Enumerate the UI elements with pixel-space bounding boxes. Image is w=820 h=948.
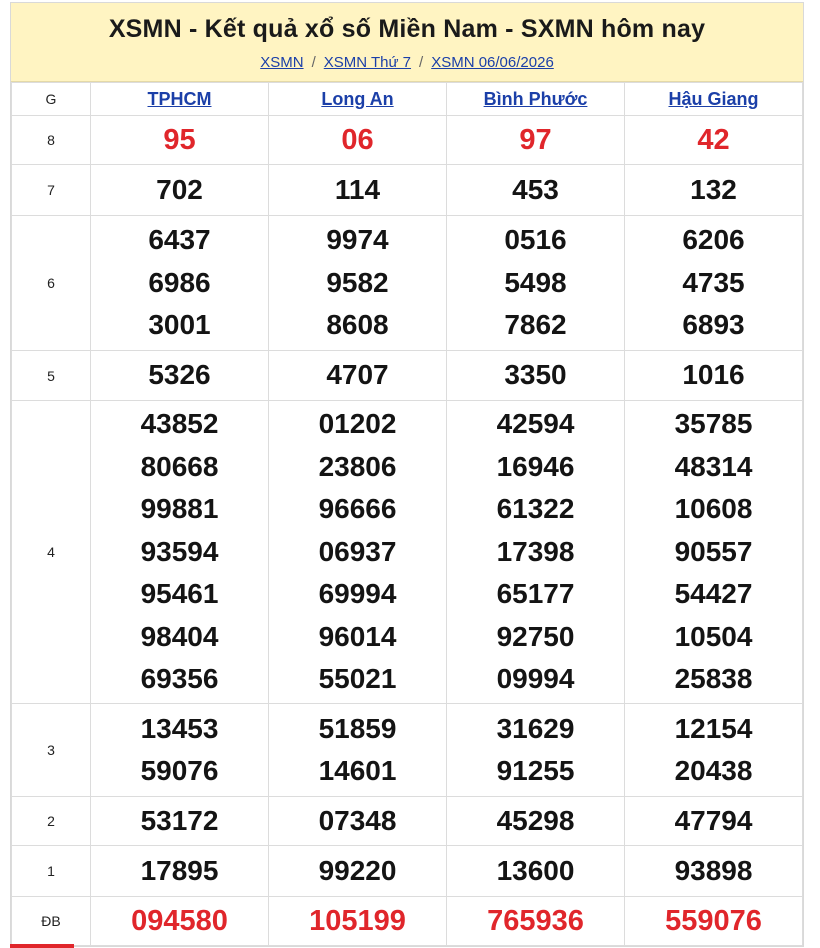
result-number: 765936: [487, 904, 584, 937]
result-number: 45298: [496, 804, 575, 836]
province-link-tphcm[interactable]: TPHCM: [147, 88, 212, 109]
result-number: 8608: [326, 309, 389, 341]
result-row-prize-7: [12, 165, 803, 216]
result-cell: [625, 116, 803, 165]
result-row-prize-3: [12, 704, 803, 797]
prize-label: 1: [12, 846, 91, 897]
result-cell: [269, 351, 447, 401]
result-number: 14601: [318, 755, 397, 786]
result-cell: [269, 897, 447, 946]
province-header-row: [12, 83, 803, 116]
prize-label: 6: [12, 216, 91, 351]
breadcrumb-separator: /: [419, 54, 424, 71]
result-number: 69356: [140, 663, 219, 695]
result-number: 20438: [674, 755, 753, 786]
result-number: 5498: [504, 266, 567, 298]
result-cell: [269, 401, 447, 704]
result-cell: [447, 351, 625, 401]
result-number: 01202: [318, 408, 397, 440]
result-cell: [625, 797, 803, 846]
breadcrumb-separator: /: [311, 54, 316, 71]
result-number: 69994: [318, 578, 397, 610]
result-row-prize-8: [12, 116, 803, 165]
result-number: 114: [334, 173, 381, 205]
prize-label: 8: [12, 116, 91, 165]
result-cell: [269, 116, 447, 165]
prize-label: 2: [12, 797, 91, 846]
prize-label: 4: [12, 401, 91, 704]
result-number: 105199: [309, 904, 406, 937]
result-cell: [447, 846, 625, 897]
prize-label: 7: [12, 165, 91, 216]
province-header: [269, 83, 447, 116]
result-number: 13453: [140, 712, 219, 744]
result-row-prize-2: [12, 797, 803, 846]
result-number: 6986: [148, 266, 211, 298]
result-cell: [447, 216, 625, 351]
result-number: 13600: [496, 854, 575, 886]
result-number: 25838: [674, 663, 753, 695]
result-number: 43852: [140, 408, 219, 440]
result-number: 35785: [674, 408, 753, 440]
result-number: 97: [519, 123, 552, 156]
result-cell: [447, 897, 625, 946]
result-cell: [625, 401, 803, 704]
result-number: 5326: [148, 359, 211, 391]
result-number: 99220: [318, 854, 397, 886]
result-number: 3001: [148, 309, 211, 341]
accent-bar: [10, 944, 74, 948]
result-number: 65177: [496, 578, 575, 610]
result-cell: [269, 165, 447, 216]
result-cell: [91, 216, 269, 351]
result-number: 17895: [140, 854, 219, 886]
result-cell: [447, 704, 625, 797]
result-number: 09994: [496, 663, 575, 695]
result-number: 3350: [504, 359, 567, 391]
result-cell: [91, 704, 269, 797]
result-number: 702: [156, 173, 203, 205]
result-number: 6893: [682, 309, 745, 341]
result-number: 9974: [326, 224, 389, 256]
results-body: [12, 116, 803, 946]
result-number: 559076: [665, 904, 762, 937]
result-number: 31629: [496, 712, 575, 744]
result-number: 53172: [140, 804, 219, 836]
result-cell: [269, 216, 447, 351]
result-number: 9582: [326, 266, 389, 298]
result-row-prize-special: [12, 897, 803, 946]
province-header: [447, 83, 625, 116]
province-header: [91, 83, 269, 116]
results-panel: [10, 2, 804, 947]
result-number: 80668: [140, 450, 219, 482]
result-cell: [269, 797, 447, 846]
prize-label: 3: [12, 704, 91, 797]
result-cell: [269, 846, 447, 897]
province-link-hau-giang[interactable]: Hậu Giang: [668, 88, 759, 109]
result-number: 17398: [496, 535, 575, 567]
result-cell: [625, 351, 803, 401]
result-cell: [625, 846, 803, 897]
results-table: [11, 82, 803, 946]
result-number: 10608: [674, 493, 753, 525]
result-number: 61322: [496, 493, 575, 525]
result-number: 95461: [140, 578, 219, 610]
result-number: 453: [512, 173, 559, 205]
result-number: 094580: [131, 904, 228, 937]
result-number: 55021: [318, 663, 397, 695]
result-number: 10504: [674, 620, 753, 652]
result-number: 7862: [504, 309, 567, 341]
result-row-prize-4: [12, 401, 803, 704]
province-header: [625, 83, 803, 116]
result-number: 96014: [318, 620, 397, 652]
result-number: 91255: [496, 755, 575, 786]
result-cell: [91, 846, 269, 897]
result-number: 6437: [148, 224, 211, 256]
result-number: 98404: [140, 620, 219, 652]
result-row-prize-5: [12, 351, 803, 401]
result-number: 96666: [318, 493, 397, 525]
result-number: 07348: [318, 804, 397, 836]
result-cell: [91, 351, 269, 401]
breadcrumb-xsmn-thu-7[interactable]: XSMN Thứ 7: [323, 54, 412, 71]
result-number: 54427: [674, 578, 753, 610]
result-number: 59076: [140, 755, 219, 786]
result-number: 132: [690, 173, 737, 205]
result-cell: [625, 216, 803, 351]
result-number: 6206: [682, 224, 745, 256]
result-cell: [447, 797, 625, 846]
result-number: 23806: [318, 450, 397, 482]
result-cell: [447, 401, 625, 704]
result-cell: [91, 797, 269, 846]
result-cell: [625, 165, 803, 216]
province-link-binh-phuoc[interactable]: Bình Phước: [483, 88, 588, 109]
result-number: 93898: [674, 854, 753, 886]
result-number: 92750: [496, 620, 575, 652]
prize-label: ĐB: [12, 897, 91, 946]
result-number: 48314: [674, 450, 753, 482]
result-cell: [91, 165, 269, 216]
prize-column-header: G: [12, 83, 91, 116]
result-number: 51859: [318, 712, 397, 744]
result-number: 42: [697, 123, 730, 156]
breadcrumb-xsmn-date[interactable]: XSMN 06/06/2026: [431, 54, 554, 71]
result-cell: [447, 116, 625, 165]
result-number: 47794: [674, 804, 753, 836]
province-link-long-an[interactable]: Long An: [321, 88, 394, 109]
result-number: 90557: [674, 535, 753, 567]
result-cell: [625, 704, 803, 797]
result-number: 12154: [674, 712, 753, 744]
result-row-prize-6: [12, 216, 803, 351]
breadcrumb: [11, 54, 803, 71]
result-number: 95: [163, 123, 196, 156]
result-row-prize-1: [12, 846, 803, 897]
result-number: 4707: [326, 359, 389, 391]
result-cell: [91, 401, 269, 704]
result-number: 1016: [682, 359, 745, 391]
result-cell: [269, 704, 447, 797]
result-cell: [447, 165, 625, 216]
result-number: 0516: [504, 224, 567, 256]
page-title: XSMN - Kết quả xổ số Miền Nam - SXMN hôm nay: [108, 15, 706, 43]
result-cell: [91, 116, 269, 165]
result-number: 16946: [496, 450, 575, 482]
result-number: 99881: [140, 493, 219, 525]
result-number: 42594: [496, 408, 575, 440]
result-cell: [625, 897, 803, 946]
result-number: 93594: [140, 535, 219, 567]
prize-label: 5: [12, 351, 91, 401]
result-number: 06937: [318, 535, 397, 567]
results-header: [11, 3, 803, 82]
result-cell: [91, 897, 269, 946]
breadcrumb-xsmn[interactable]: XSMN: [260, 54, 304, 71]
result-number: 4735: [682, 266, 745, 298]
result-number: 06: [341, 123, 374, 156]
